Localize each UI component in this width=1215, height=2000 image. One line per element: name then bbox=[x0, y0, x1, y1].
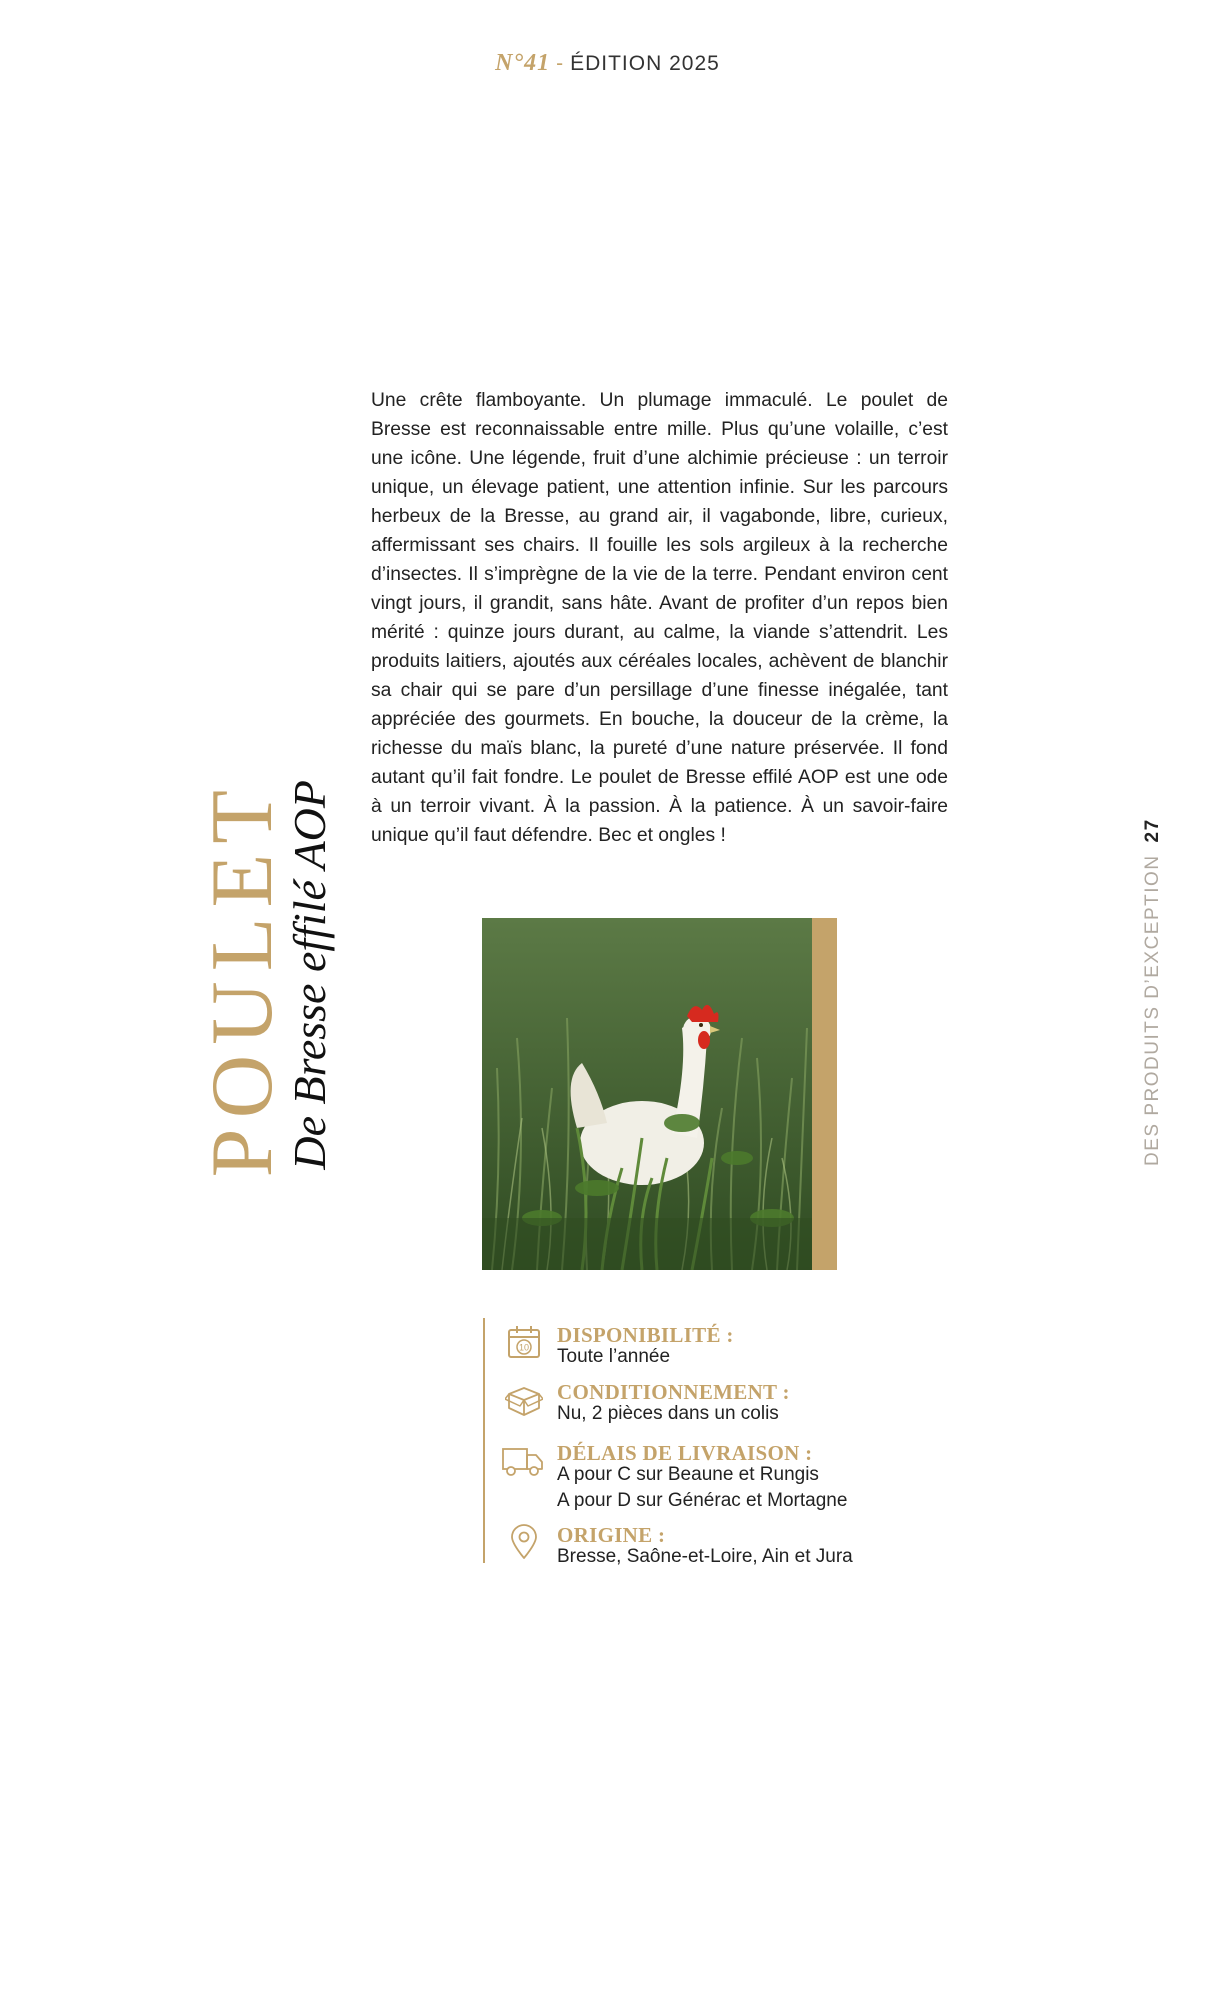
issue-number: N°41 bbox=[495, 50, 551, 76]
availability-label: DISPONIBILITÉ : bbox=[557, 1323, 734, 1347]
product-description: Une crête flamboyante. Un plumage immaculé. Le poulet de Bresse est reconnaissable entre mille. Plus qu’une volaille, c’est une icône. Une légende, fruit d’une alchimie précieuse : un terroir unique, un élevage patient, une attention infinie. Sur les parcours herbeux de la Bresse, au grand air, il vagabonde, libre, curieux, affermissant ses chairs. Il fouille les sols argileux à la recherche d’insectes. Il s’imprègne de la vie de la terre. Pendant environ cent vingt jours, il grandit, sans hâte. Avant de profiter d’un repos bien mérité : quinze jours durant, au calme, la viande s’attendrit. Les produits laitiers, ajoutés aux céréales locales, achèvent de blanchir sa chair qui se pare d’un persillage d’une finesse inégalée, tant appréciée des gourmets. En bouche, la douceur de la crème, la richesse du maïs blanc, la pureté d’une nature préservée. Il fond autant qu’il fait fondre. Le poulet de Bresse effilé AOP est une ode à un terroir vivant. À la passion. À la patience. À un savoir-faire unique qu’il faut défendre. Bec et ongles ! bbox=[371, 390, 948, 846]
map-pin-icon bbox=[505, 1523, 543, 1561]
page-header bbox=[0, 50, 1215, 77]
section-caption-text: DES PRODUITS D’EXCEPTION bbox=[1142, 854, 1163, 1166]
page-number: 27 bbox=[1142, 818, 1163, 843]
box-icon bbox=[505, 1380, 543, 1418]
packaging-label: CONDITIONNEMENT : bbox=[557, 1380, 790, 1404]
product-info-list bbox=[483, 1318, 965, 1567]
product-photo-frame bbox=[482, 918, 837, 1270]
delivery-line-2: A pour D sur Générac et Mortagne bbox=[557, 1490, 848, 1511]
origin-label: ORIGINE : bbox=[557, 1523, 666, 1547]
chicken-photo bbox=[482, 918, 812, 1270]
header-separator: - bbox=[556, 52, 565, 75]
svg-text:10: 10 bbox=[518, 1342, 530, 1353]
product-title bbox=[194, 780, 335, 1200]
packaging-value: Nu, 2 pièces dans un colis bbox=[557, 1403, 779, 1424]
photo-accent-bar bbox=[812, 918, 837, 1270]
title-subtitle: De Bresse effilé AOP bbox=[284, 780, 335, 1170]
delivery-line-1: A pour C sur Beaune et Rungis bbox=[557, 1464, 819, 1485]
truck-icon bbox=[501, 1441, 545, 1479]
edition-label: ÉDITION 2025 bbox=[570, 52, 720, 75]
origin-value: Bresse, Saône-et-Loire, Ain et Jura bbox=[557, 1546, 853, 1567]
section-caption bbox=[1142, 818, 1164, 1166]
delivery-label: DÉLAIS DE LIVRAISON : bbox=[557, 1441, 813, 1465]
availability-value: Toute l’année bbox=[557, 1346, 671, 1367]
delivery-value bbox=[557, 1462, 847, 1514]
chicken-illustration bbox=[482, 918, 812, 1270]
calendar-icon bbox=[505, 1323, 543, 1361]
title-main: POULET bbox=[194, 780, 291, 1178]
